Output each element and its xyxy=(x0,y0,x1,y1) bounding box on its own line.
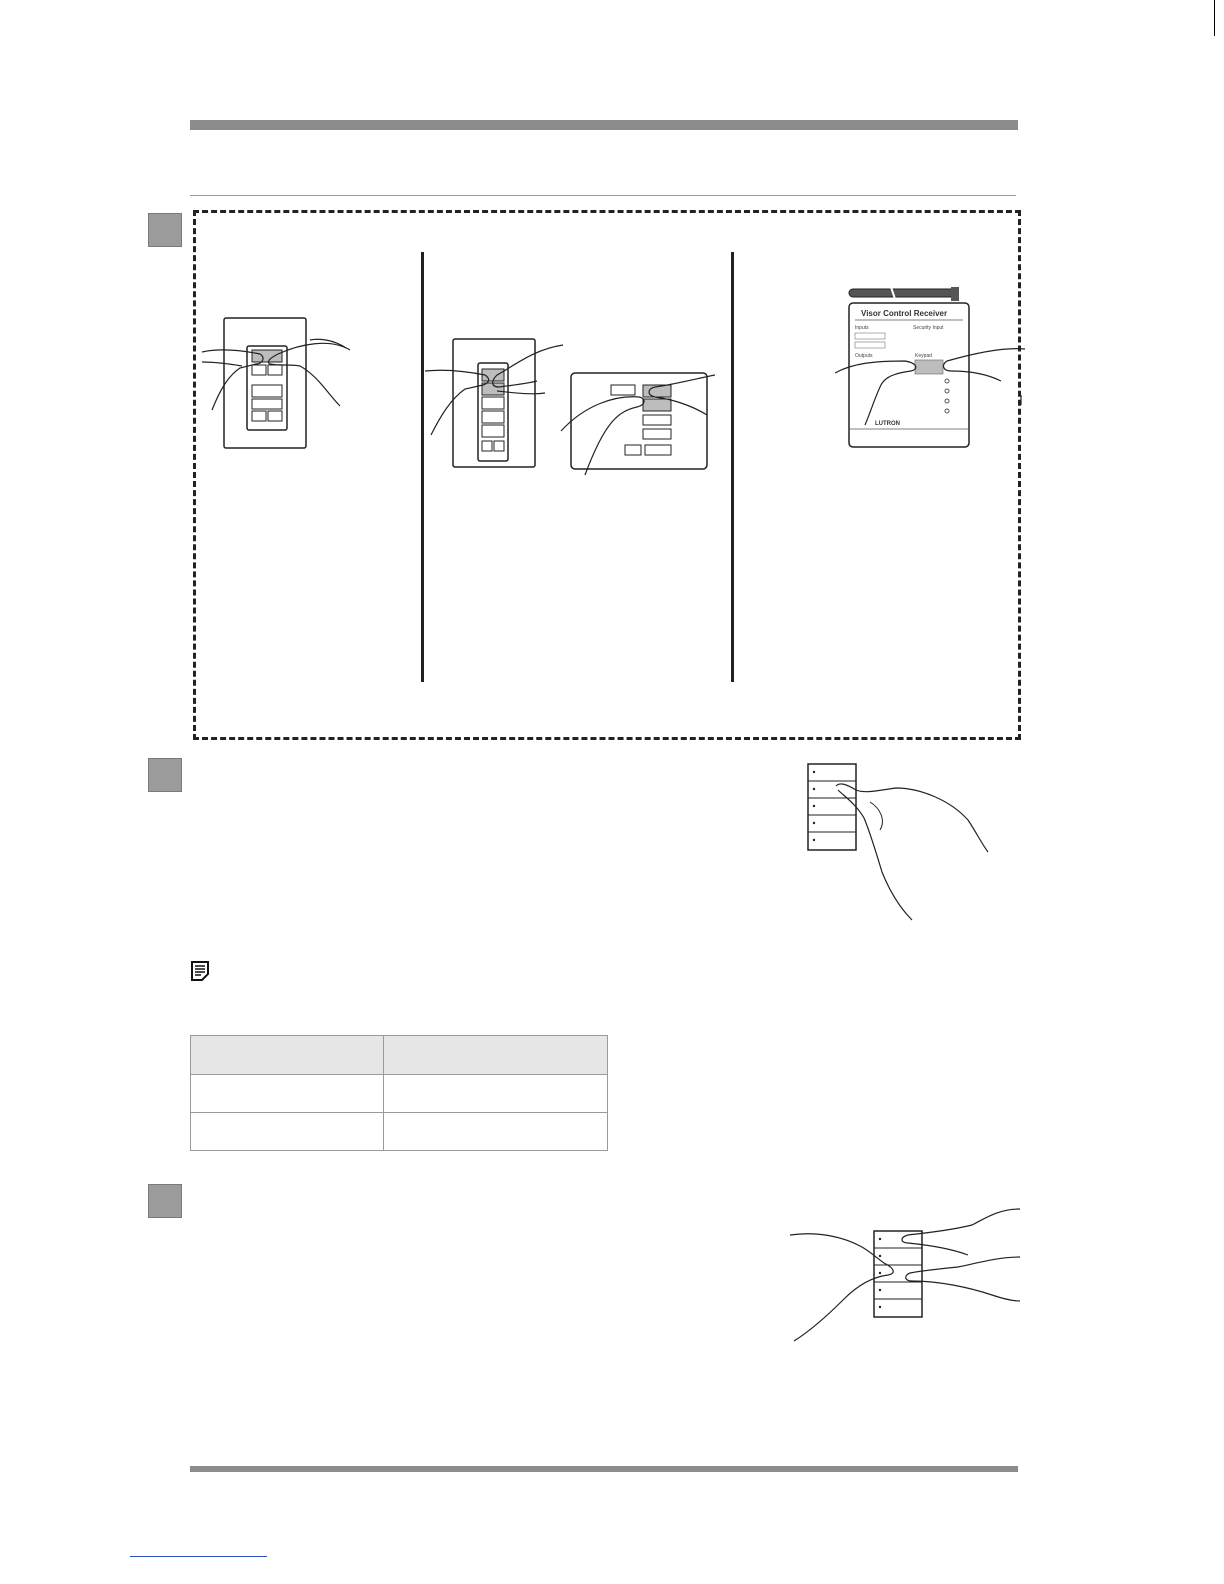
table-header-cell xyxy=(191,1036,384,1075)
settings-table xyxy=(190,1035,608,1151)
footer-rule xyxy=(190,1466,1018,1472)
section-divider xyxy=(190,195,1016,196)
column-separator-1 xyxy=(421,252,424,682)
receiver-security-label: Security Input xyxy=(913,325,944,331)
table-row xyxy=(191,1075,608,1113)
table-cell xyxy=(191,1075,384,1113)
step-1-marker xyxy=(148,213,182,247)
receiver-outputs-label: Outputs xyxy=(855,353,873,359)
two-button-press-illustration xyxy=(788,1205,1020,1345)
receiver-title: Visor Control Receiver xyxy=(861,309,948,318)
note-icon xyxy=(190,960,212,982)
receiver-keypad-label: Keypad xyxy=(915,353,932,359)
table-header-cell xyxy=(384,1036,608,1075)
table-cell xyxy=(384,1113,608,1151)
table-row xyxy=(191,1113,608,1151)
table-cell xyxy=(191,1113,384,1151)
page-edge-mark xyxy=(1214,0,1215,36)
keypad-button-press-illustration xyxy=(800,760,1000,925)
column-separator-2 xyxy=(731,252,734,682)
two-keypad-press-illustration xyxy=(425,335,715,480)
keypad-press-illustration xyxy=(200,310,380,460)
visor-control-receiver-illustration xyxy=(835,285,1035,450)
table-cell xyxy=(384,1075,608,1113)
header-rule xyxy=(190,120,1018,130)
receiver-logo: LUTRON xyxy=(875,421,900,427)
step-2-marker xyxy=(148,758,182,792)
step-3-marker xyxy=(148,1184,182,1218)
receiver-inputs-label: Inputs xyxy=(855,325,869,331)
table-header-row xyxy=(191,1036,608,1075)
footer-link-underline xyxy=(130,1556,267,1557)
